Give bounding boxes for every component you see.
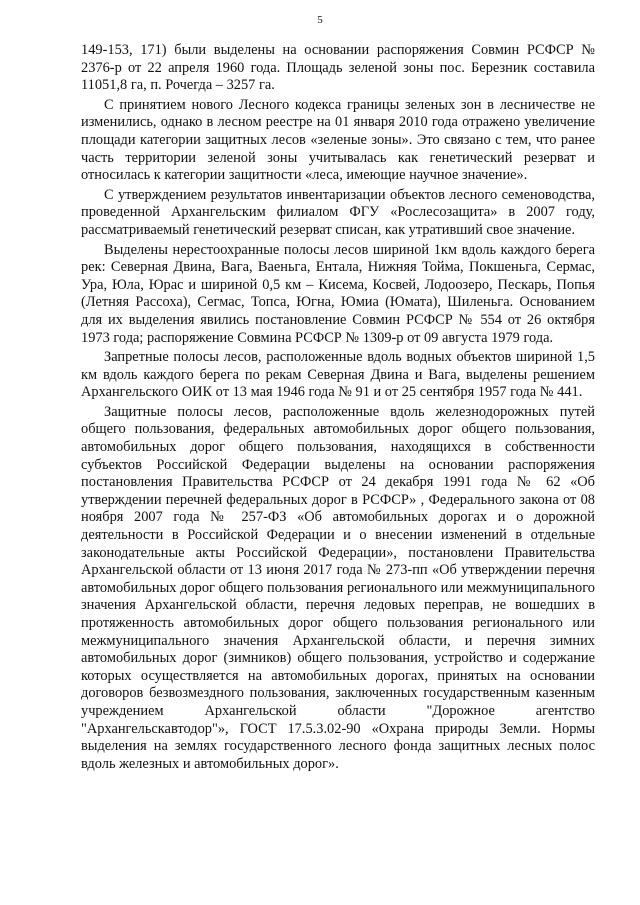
paragraph-prohibited-strips: Запретные полосы лесов, расположенные вдоль водных объектов шириной 1,5 км вдоль каждого берега по рекам Северная Двина и Вага, выделены решением Архангельского ОИК от 13 мая 1946 года № 91 и от 25 сентября 1957 года № 441. — [81, 349, 595, 401]
paragraph-genetic-reserve: С утверждением результатов инвентаризации объектов лесного семеноводства, проведенной Архангельским филиалом ФГУ «Рослесозащита» в 2007 году, рассматриваемый генетический резерват списан, как утративший свое значение. — [81, 186, 595, 238]
document-body — [81, 42, 595, 775]
paragraph-green-zone-basis: 149-153, 171) были выделены на основании распоряжения Совмин РСФСР № 2376-р от 22 апреля 1960 года. Площадь зеленой зоны пос. Березник составила 11051,8 га, п. Рочегда – 3257 га. — [81, 42, 595, 94]
page-number: 5 — [317, 14, 323, 26]
paragraph-spawning-strips: Выделены нерестоохранные полосы лесов шириной 1км вдоль каждого берега рек: Северная Двина, Вага, Ваеньга, Ентала, Нижняя Тойма, Покшеньга, Сермас, Ура, Юла, Юрас и шириной 0,5 км – Кисема, Косвей, Лодоозеро, Пескарь, Попья (Летняя Рассоха), Сегмас, Топса, Югна, Юмиа (Юмата), Шиленьга. Основанием для их выделения явились постановление Совмин РСФСР № 554 от 26 октября 1973 года; распоряжение Совмина РСФСР № 1309-р от 09 августа 1979 года. — [81, 241, 595, 346]
paragraph-forest-code: С принятием нового Лесного кодекса границы зеленых зон в лесничестве не изменились, однако в лесном реестре на 01 января 2010 года отражено увеличение площади категории защитных лесов «зеленые зоны». Это связано с тем, что ранее часть территории зеленой зоны учитывалась как генетический резерват и относилась к категории защитности «леса, имеющие научное значение». — [81, 96, 595, 184]
paragraph-protective-strips: Защитные полосы лесов, расположенные вдоль железнодорожных путей общего пользования, федеральных автомобильных дорог общего пользования, автомобильных дорог общего пользования, находящихся в собственности субъектов Российской Федерации выделены на основании распоряжения постановления Правительства РСФСР от 24 декабря 1991 года № 62 «Об утверждении перечней федеральных дорог в РСФСР» , Федерального закона от 08 ноября 2007 года № 257-ФЗ «Об автомобильных дорогах и о дорожной деятельности в Российской Федерации и о внесении изменений в отдельные законодательные акты Российской Федерации», постановлени Правительства Архангельской области от 13 июня 2017 года № 273-пп «Об утверждении перечня автомобильных дорог общего пользования регионального или межмуниципального значения Архангельской области, перечня ледовых переправ, не вошедших в протяженность автомобильных дорог общего пользования регионального или межмуниципального значения Архангельской области, и перечня зимних автомобильных дорог (зимников) общего пользования, устройство и содержание которых осуществляется на автомобильных дорогах, принятых на основании договоров безвозмездного пользования, заключенных государственным казенным учреждением Архангельской области "Дорожное агентство "Архангельскавтодор"», ГОСТ 17.5.3.02-90 «Охрана природы Земли. Нормы выделения на землях государственного лесного фонда защитных лесных полос вдоль железных и автомобильных дорог». — [81, 403, 595, 772]
